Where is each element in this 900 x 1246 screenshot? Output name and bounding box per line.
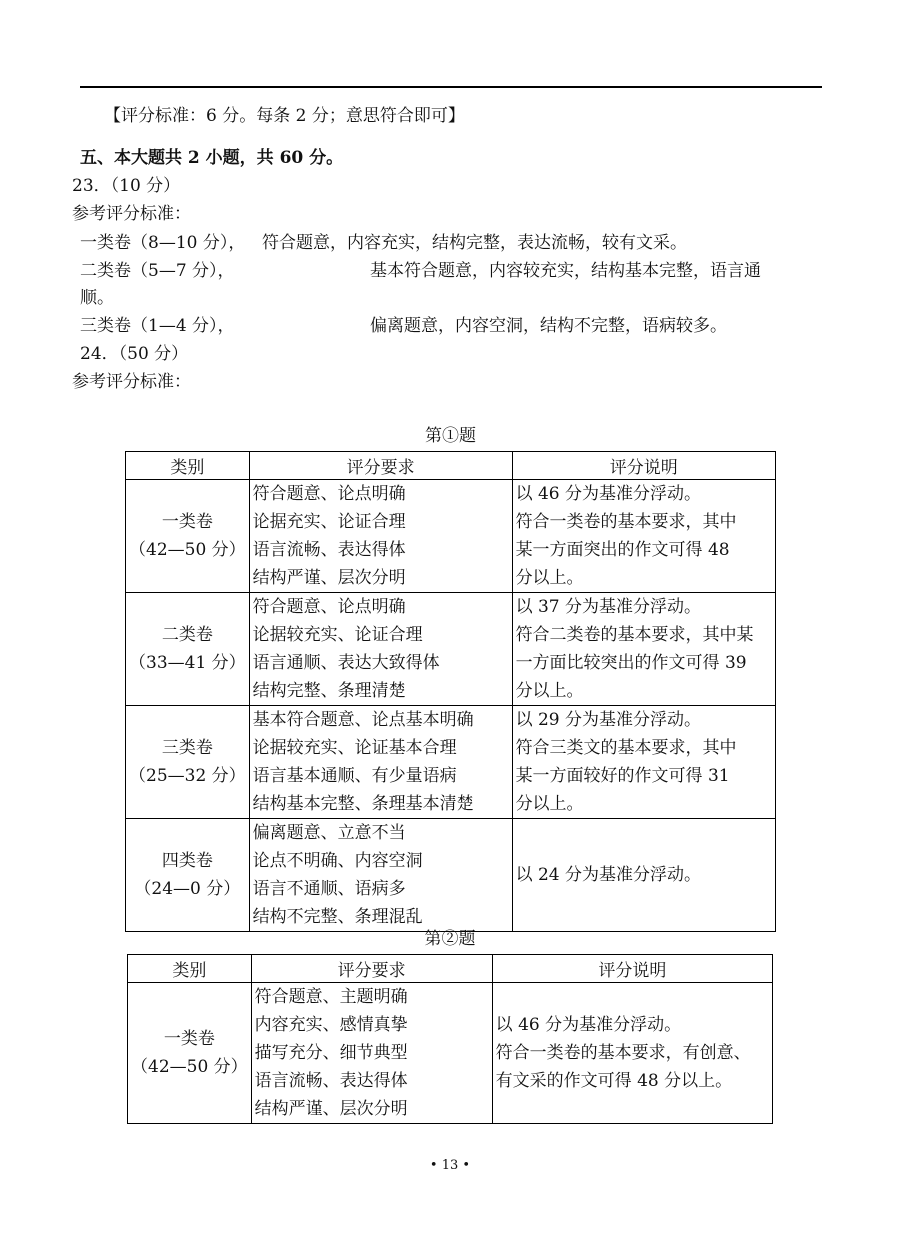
note-line: 以 29 分为基准分浮动。	[515, 710, 702, 730]
category-range: （33—41 分）	[129, 653, 246, 673]
q23-heading: 23．（10 分）	[72, 176, 181, 196]
table2-header-requirements: 评分要求	[251, 955, 492, 983]
category-name: 三类卷	[161, 738, 213, 758]
header-rule	[80, 86, 822, 88]
requirement-line: 语言通顺、表达大致得体	[252, 653, 440, 673]
category-name: 四类卷	[161, 851, 213, 871]
q24-heading: 24．（50 分）	[80, 344, 189, 364]
q23-grade1-desc: 符合题意，内容充实，结构完整，表达流畅，较有文采。	[262, 233, 687, 253]
table-cell-category	[128, 983, 252, 1124]
table-cell-notes	[512, 819, 775, 932]
note-line: 分以上。	[515, 681, 584, 701]
requirement-line: 内容充实、感情真挚	[254, 1015, 408, 1035]
q23-grade3-label: 三类卷（1—4 分），	[80, 316, 235, 336]
section-title: 五、本大题共 2 小题，共 60 分。	[80, 148, 344, 168]
table-cell-notes	[512, 480, 775, 593]
q24-ref-label: 参考评分标准：	[72, 372, 191, 392]
q23-grade1-label: 一类卷（8—10 分），	[80, 233, 246, 253]
requirement-line: 符合题意、论点明确	[252, 484, 406, 504]
category-range: （25—32 分）	[129, 766, 246, 786]
note-line: 某一方面突出的作文可得 48	[515, 540, 730, 560]
requirement-line: 语言流畅、表达得体	[254, 1071, 408, 1091]
table-cell-requirements	[249, 819, 512, 932]
note-line: 有文采的作文可得 48 分以上。	[495, 1071, 733, 1091]
requirement-line: 语言流畅、表达得体	[252, 540, 406, 560]
q23-grade3-desc: 偏离题意，内容空洞，结构不完整，语病较多。	[370, 316, 727, 336]
note-line: 分以上。	[515, 568, 584, 588]
category-name: 一类卷	[161, 512, 213, 532]
table-cell-category	[126, 819, 250, 932]
requirement-line: 描写充分、细节典型	[254, 1043, 408, 1063]
category-range: （42—50 分）	[129, 540, 246, 560]
requirement-line: 结构基本完整、条理基本清楚	[252, 794, 474, 814]
category-name: 二类卷	[161, 625, 213, 645]
table1-header-row	[126, 452, 776, 480]
table-cell-notes	[512, 593, 775, 706]
requirement-line: 符合题意、论点明确	[252, 597, 406, 617]
requirement-line: 结构严谨、层次分明	[254, 1099, 408, 1119]
table2-header-row	[128, 955, 773, 983]
q23-grade2-label: 二类卷（5—7 分），	[80, 261, 235, 281]
category-range: （24—0 分）	[134, 879, 241, 899]
table-cell-category	[126, 480, 250, 593]
note-line: 以 46 分为基准分浮动。	[515, 484, 702, 504]
requirement-line: 论点不明确、内容空洞	[252, 851, 423, 871]
requirement-line: 论据较充实、论证基本合理	[252, 738, 457, 758]
table-cell-category	[126, 706, 250, 819]
table-row	[126, 706, 776, 819]
table-cell-category	[126, 593, 250, 706]
note-line: 一方面比较突出的作文可得 39	[515, 653, 747, 673]
table-cell-requirements	[251, 983, 492, 1124]
q23-grade2-desc-cont: 顺。	[80, 288, 114, 308]
requirement-line: 结构严谨、层次分明	[252, 568, 406, 588]
note-line: 分以上。	[515, 794, 584, 814]
table-row	[126, 593, 776, 706]
table1-caption: 第①题	[425, 426, 476, 446]
category-range: （42—50 分）	[131, 1057, 248, 1077]
table1-header-requirements: 评分要求	[249, 452, 512, 480]
table-cell-requirements	[249, 706, 512, 819]
note-line: 符合二类卷的基本要求，其中某	[515, 625, 754, 645]
category-name: 一类卷	[163, 1029, 215, 1049]
requirement-line: 结构完整、条理清楚	[252, 681, 406, 701]
table-cell-notes	[512, 706, 775, 819]
note-line: 符合一类卷的基本要求，有创意、	[495, 1043, 751, 1063]
note-line: 以 24 分为基准分浮动。	[515, 865, 702, 885]
note-line: 符合一类卷的基本要求，其中	[515, 512, 737, 532]
table2-caption: 第②题	[424, 929, 476, 949]
requirement-line: 语言不通顺、语病多	[252, 879, 406, 899]
table-row	[126, 819, 776, 932]
q23-ref-label: 参考评分标准：	[72, 204, 191, 224]
q23-grade2-desc: 基本符合题意，内容较充实，结构基本完整，语言通	[370, 261, 761, 281]
requirement-line: 论据充实、论证合理	[252, 512, 406, 532]
requirement-line: 论据较充实、论证合理	[252, 625, 423, 645]
table2-header-notes: 评分说明	[492, 955, 772, 983]
table2	[127, 954, 773, 1124]
table1-header-category: 类别	[126, 452, 250, 480]
grading-note: 【评分标准：6 分。每条 2 分；意思符合即可】	[104, 106, 465, 126]
table-row	[128, 983, 773, 1124]
note-line: 符合三类文的基本要求，其中	[515, 738, 737, 758]
requirement-line: 结构不完整、条理混乱	[252, 907, 423, 927]
requirement-line: 语言基本通顺、有少量语病	[252, 766, 457, 786]
requirement-line: 符合题意、主题明确	[254, 987, 408, 1007]
requirement-line: 偏离题意、立意不当	[252, 823, 406, 843]
table-cell-requirements	[249, 593, 512, 706]
note-line: 以 37 分为基准分浮动。	[515, 597, 702, 617]
note-line: 以 46 分为基准分浮动。	[495, 1015, 682, 1035]
table-row	[126, 480, 776, 593]
table1-header-notes: 评分说明	[512, 452, 775, 480]
table1	[125, 451, 776, 932]
note-line: 某一方面较好的作文可得 31	[515, 766, 730, 786]
table2-header-category: 类别	[128, 955, 252, 983]
table-cell-requirements	[249, 480, 512, 593]
requirement-line: 基本符合题意、论点基本明确	[252, 710, 474, 730]
page-number: • 13 •	[429, 1158, 471, 1173]
table-cell-notes	[492, 983, 772, 1124]
